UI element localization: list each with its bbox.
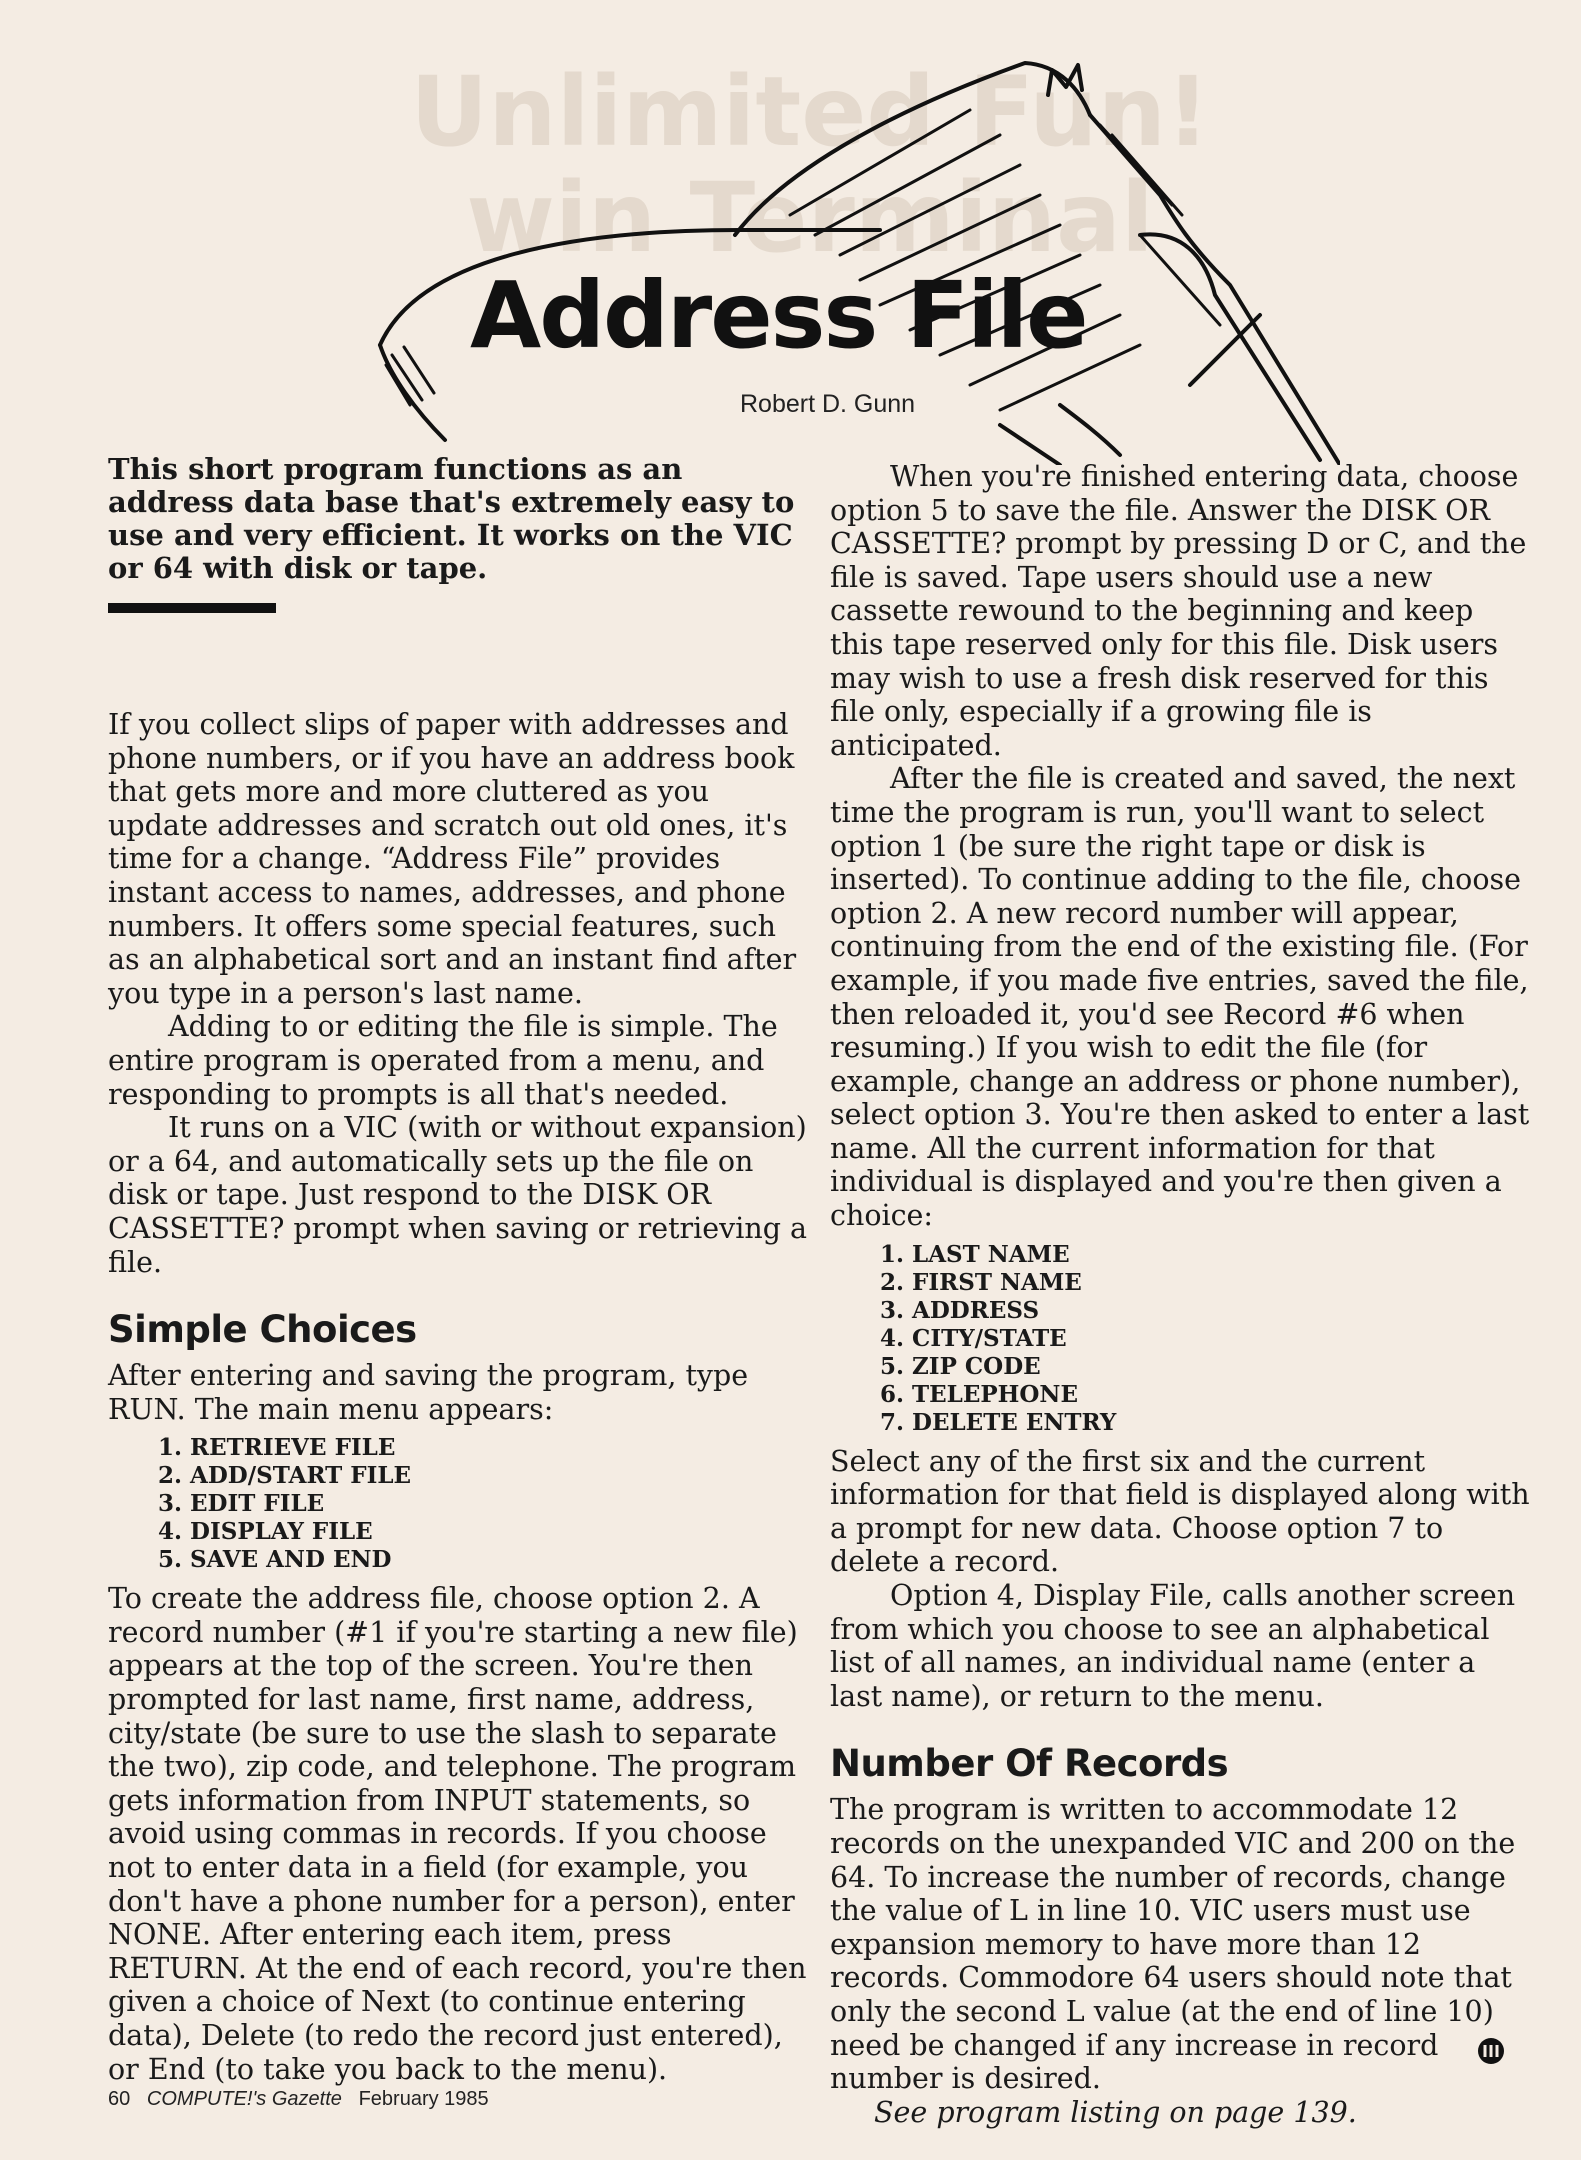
menu-item: 6. TELEPHONE <box>880 1380 1078 1408</box>
menu-item: 1. RETRIEVE FILE <box>158 1434 396 1462</box>
menu-item: 5. SAVE AND END <box>158 1546 392 1574</box>
body-paragraph: When you're finished entering data, choose option 5 to save the file. Answer the DISK OR CASSETTE? prompt by pressing D or C, and the file is saved. Tape users should use a new cassette rewound to the beginning and keep this tape reserved only for this file. Disk users may wish to use a fresh disk reserved for this file only, especially if a growing file is anticipated. <box>830 460 1527 762</box>
page-number: 60 <box>108 2088 131 2110</box>
left-column <box>108 708 813 2086</box>
bleed-line-1: Unlimited Fun! <box>410 56 1210 168</box>
intro-rule <box>108 603 276 613</box>
menu-item: 4. DISPLAY FILE <box>158 1518 373 1546</box>
article-author: Robert D. Gunn <box>740 390 916 418</box>
gazette-end-mark-icon <box>1476 2036 1506 2066</box>
menu-item: 2. ADD/START FILE <box>158 1462 412 1490</box>
right-column <box>830 460 1535 2129</box>
body-paragraph: Select any of the first six and the current information for that field is displayed along with a prompt for new data. Choose option 7 to delete a record. <box>830 1444 1530 1579</box>
body-paragraph: After the file is created and saved, the next time the program is run, you'll want to select option 1 (be sure the right tape or disk is inserted). To continue adding to the file, choose option 2. A new record number will appear, continuing from the end of the existing file. (For example, if you made five entries, saved the file, then reloaded it, you'd see Record #6 when resuming.) If you wish to edit the file (for example, change an address or phone number), select option 3. You're then asked to enter a last name. All the current information for that individual is displayed and you're then given a choice: <box>830 762 1530 1233</box>
article-title: Address File <box>470 262 1087 369</box>
section-heading-simple-choices: Simple Choices <box>108 1308 417 1352</box>
body-paragraph: If you collect slips of paper with addresses and phone numbers, or if you have an address book that gets more and more cluttered as you update addresses and scratch out old ones, it's time for a change. “Address File” provides instant access to names, addresses, and phone numbers. It offers some special features, such as an alphabetical sort and an instant find after you type in a person's last name. <box>108 708 797 1010</box>
magazine-name: COMPUTE!'s Gazette <box>146 2088 342 2110</box>
menu-item: 1. LAST NAME <box>880 1240 1070 1268</box>
body-paragraph: It runs on a VIC (with or without expansion) or a 64, and automatically sets up the file on disk or tape. Just respond to the DISK OR CASSETTE? prompt when saving or retrieving a file. <box>108 1111 808 1279</box>
body-paragraph: Adding to or editing the file is simple. The entire program is operated from a menu, and responding to prompts is all that's needed. <box>108 1010 778 1111</box>
menu-item: 5. ZIP CODE <box>880 1352 1041 1380</box>
edit-menu-listing <box>880 1241 1535 1437</box>
main-menu-listing <box>158 1434 813 1574</box>
bleed-line-2: win Terminal <box>466 161 1154 274</box>
menu-item: 7. DELETE ENTRY <box>880 1408 1117 1436</box>
section-heading-number-of-records: Number Of Records <box>830 1742 1229 1786</box>
body-paragraph: The program is written to accommodate 12 records on the unexpanded VIC and 200 on the 64. To increase the number of records, change the value of L in line 10. VIC users must use expansion memory to have more than 12 records. Commodore 64 users should note that only the second L value (at the end of line 10) need be changed if any increase in record number is desired. <box>830 1793 1516 2096</box>
body-paragraph: After entering and saving the program, type RUN. The main menu appears: <box>108 1359 749 1426</box>
article-intro: This short program functions as an address data base that's extremely easy to use and very efficient. It works on the VIC or 64 with disk or tape. <box>108 452 795 585</box>
body-paragraph: Option 4, Display File, calls another screen from which you choose to see an alphabetical list of all names, an individual name (enter a last name), or return to the menu. <box>830 1579 1516 1713</box>
program-listing-note: See program listing on page 139. <box>874 2095 1357 2129</box>
menu-item: 2. FIRST NAME <box>880 1268 1082 1296</box>
menu-item: 3. EDIT FILE <box>158 1490 325 1518</box>
body-paragraph: To create the address file, choose option 2. A record number (#1 if you're starting a new file) appears at the top of the screen. You're then prompted for last name, first name, address, city/state (be sure to use the slash to separate the two), zip code, and telephone. The program gets information from INPUT statements, so avoid using commas in records. If you choose not to enter data in a field (for example, you don't have a phone number for a person), enter NONE. After entering each item, press RETURN. At the end of each record, you're then given a choice of Next (to continue entering data), Delete (to redo the record just entered), or End (to take you back to the menu). <box>108 1582 807 2086</box>
menu-item: 3. ADDRESS <box>880 1296 1040 1324</box>
page-footer <box>108 2088 489 2111</box>
menu-item: 4. CITY/STATE <box>880 1324 1067 1352</box>
issue-date: February 1985 <box>358 2088 489 2110</box>
